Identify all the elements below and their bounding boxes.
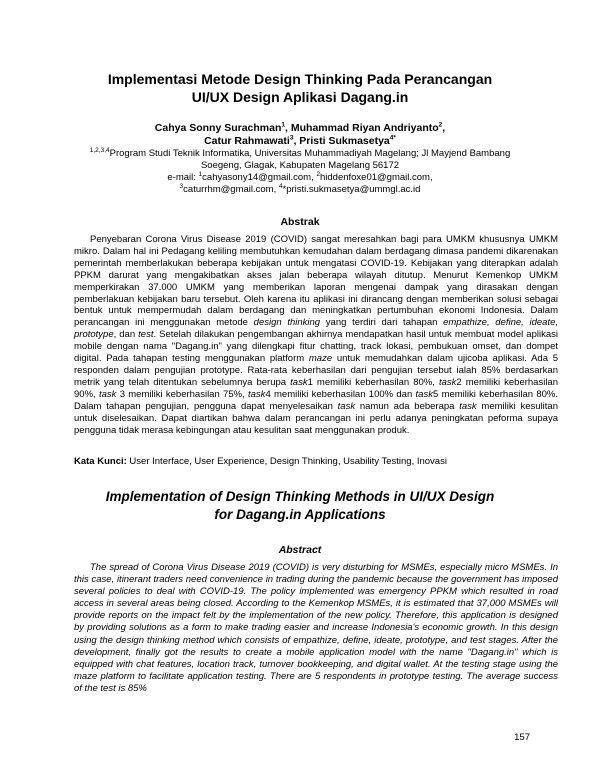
abstrak-text: 5 memiliki keberhasilan 80%. Dalam tahapan pengujian, pengguna dapat menyelesaikan [74,388,558,412]
affiliation-text: Program Studi Teknik Informatika, Universitas Muhammadiyah Magelang; Jl Mayjend Bambang [109,148,511,159]
abstrak-text: , dan [113,329,139,341]
author-sup: 2 [438,121,443,129]
email-sup: 4 [278,182,283,190]
affiliation [70,148,530,196]
abstract-paragraph: The spread of Corona Virus Disease 2019 (COVID) is very disturbing for MSMEs, especially micro MSMEs. In this case, itinerant traders need convenience in trading during the pandemic because the government has imposed several policies to deal with COVID-19. The policy implemented was emergency PPKM which resulted in road access in several areas being closed. According to the Kemenkop MSMEs, it is estimated that 37,000 MSMEs will provide reports on the impact felt by the implementation of the new policy. Therefore, this application is designed by providing solutions as a form to make trading easier and increase Indonesia's economic growth. In this design using the design thinking method which consists of empathize, define, ideate, prototype, and test stages. After the development, finally got the results to create a mobile application model with the name "Dagang.in" which is equipped with chat features, location track, turnover bookkeeping, and digital wallet. At the testing stage using the maze platform to facilitate application testing. There are 5 respondents in prototype testing. The average success of the test is 85% [74,562,558,694]
abstrak-text: 3 memiliki keberhasilan 75%, [116,388,248,400]
page-number: 157 [514,732,530,743]
email-link[interactable]: *pristi.sukmasetya@ummgl.ac.id [282,184,421,195]
abstrak-italic: maze [308,353,333,365]
title-line-2: UI/UX Design Aplikasi Dagang.in [191,89,409,105]
email-sup: 1 [198,170,203,178]
authors-line-2 [90,135,510,148]
keywords-label: Kata Kunci: [74,456,127,467]
abstrak-italic: task [459,400,477,412]
email-link[interactable]: hiddenfoxe01@gmail.com, [319,172,433,183]
abstrak-italic: task [438,376,457,388]
abstrak-italic: task [415,388,433,400]
email-sup: 2 [316,170,320,178]
email-label: e-mail: [167,172,199,183]
abstrak-text: 4 memiliki keberhasilan 100% dan [265,388,416,400]
abstrak-text: untuk memudahkan dalam ujicoba aplikasi. Ada 5 responden dalam pengujian prototype. Rata-rata keberhasilan dari pengujian tersebut ialah 85% berdasarkan metrik yang telah ditentukan sebelumnya berupa [74,353,558,388]
abstrak-italic: task [290,376,308,388]
abstrak-text: 2 memiliki keberhasilan 90%, [74,376,559,400]
author-sep: , [442,122,446,134]
affiliation-line-2: Soegeng, Glagak, Kabupaten Magelang 56172 [200,160,400,171]
author-sup: 4* [389,134,396,142]
abstrak-italic: task [98,388,117,400]
abstrak-italic: task [337,400,356,412]
english-title [70,488,530,524]
abstrak-paragraph [74,234,558,436]
abstrak-heading: Abstrak [280,216,320,228]
affiliation-sup: 1,2,3,4 [89,146,110,154]
author-name: Cahya Sonny Surachman [154,122,282,134]
paper-title [60,70,540,106]
abstrak-text: memiliki kesulitan untuk diselesaikan. Dapat diartikan bahwa dalam perancangan ini perlu adanya peningkatan peforma supaya pengguna tidak merasa kebingungan atau kesulitan saat menggunakan produk. [74,400,558,436]
abstrak-text: . Setelah dilakukan pengembangan akhirnya mendapatkan hasil untuk membuat model aplikasi mobile dengan nama "Dagang.in" yang dilengkapi fitur chatting, track lokasi, pembukuan omset, dan dompet digital. Pada tahapan testing menggunakan platform [74,329,558,365]
abstrak-text: Penyebaran Corona Virus Disease 2019 (COVID) sangat meresahkan bagi para UMKM khususnya UMKM mikro. Dalam hal ini Pedagang keliling membutuhkan kemudahan dalam berdagang dimasa pandemi dikarenakan pemerintah memberlakukan beberapa kebijakan untuk mengatasi COVID-19. Kebijakan yang diterapkan adalah PPKM darurat yang mengakibatkan akses jalan beberapa wilayah ditutup. Menurut Kemenkop UMKM memperkirakan 37.000 UMKM yang memberikan laporan mengenai dampak yang dirasakan dengan pemberlakuan kebijakan baru tersebut. Oleh karena itu aplikasi ini dirancang dengan memberikan solusi sebagai bentuk untuk mempermudah dalam berdagang dan meningkatkan pertumbuhan ekonomi Indonesia. Dalam perancangan ini menggunakan metode [74,234,558,329]
email-link[interactable]: cahyasony14@gmail.com, [202,172,317,183]
email-sup: 3 [179,182,184,190]
keywords [74,456,558,468]
abstrak-text: 1 memiliki keberhasilan 80%, [307,376,439,388]
abstrak-italic: design thinking [253,317,321,329]
abstrak-italic: test [138,329,154,341]
author-list [90,122,510,148]
abstrak-italic: task [248,388,266,400]
author-name: Catur Rahmawati [204,135,290,147]
authors-line-1 [90,122,510,135]
keywords-value: User Interface, User Experience, Design Thinking, Usability Testing, Inovasi [126,456,447,467]
email-link[interactable]: caturrhm@gmail.com, [183,184,279,195]
author-name: , Pristi Sukmasetya [293,135,390,147]
abstract-heading: Abstract [278,544,322,556]
email-line-1 [70,172,530,184]
author-sup: 3 [289,134,294,142]
abstrak-italic: empathize, define, ideate, prototype [74,317,559,341]
abstrak-text: namun ada beberapa [355,400,460,412]
abstrak-body [74,234,558,436]
english-title-line-2: for Dagang.in Applications [214,507,386,522]
abstract-body [74,562,558,695]
email-line-2 [70,184,530,196]
title-line-1: Implementasi Metode Design Thinking Pada Perancangan [107,71,493,87]
author-name: , Muhammad Riyan Andriyanto [285,122,439,134]
abstrak-text: yang terdiri dari tahapan [320,317,444,329]
affiliation-line-1 [70,148,530,160]
author-sup: 1 [281,121,286,129]
english-title-line-1: Implementation of Design Thinking Methods in UI/UX Design [105,489,495,504]
